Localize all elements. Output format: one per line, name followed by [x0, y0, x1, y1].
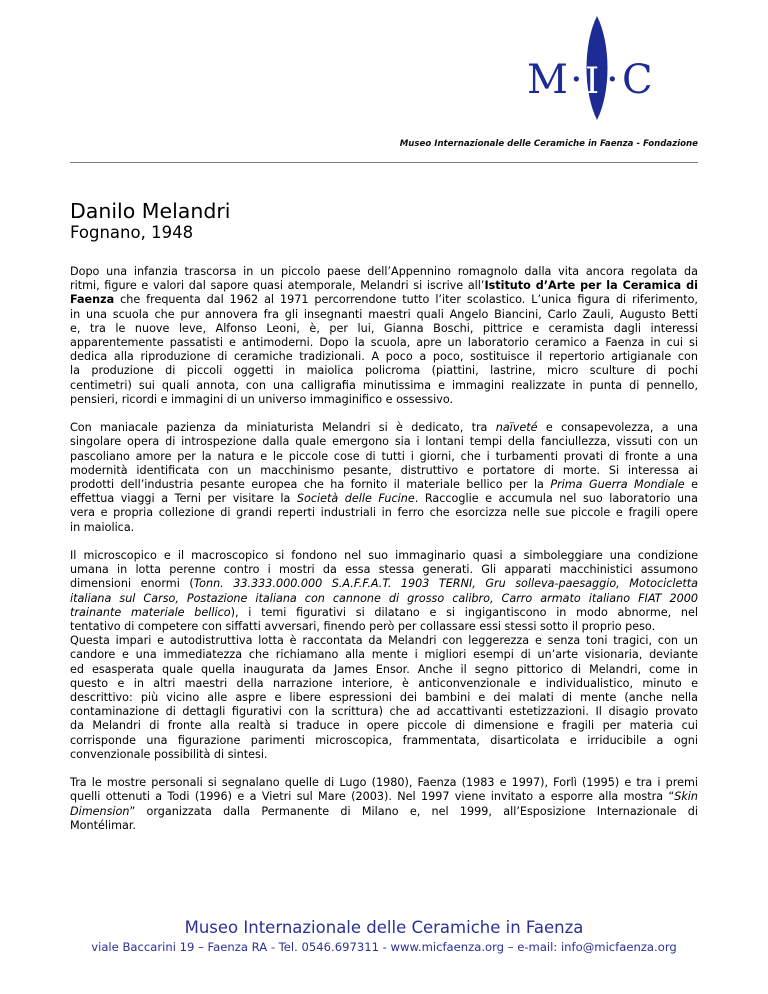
mic-logo	[527, 14, 667, 122]
text-line: pascoliano amore per la natura e le piccole cose di tutti i giorni, che i turbamenti provati di fronte a una	[70, 449, 698, 463]
text-run: dimensioni enormi (	[70, 577, 194, 591]
text-line: Dopo una infanzia trascorsa in un piccolo paese dell’Appennino romagnolo dalla vita ancora regolata da	[70, 265, 698, 278]
text-run: ” organizzata dalla Permanente di Milano e, nel 1999, all’Esposizione Internazionale di	[129, 804, 698, 818]
text-run: ritmi, figure e valori dal sapore quasi atemporale, Melandri si iscrive all’	[70, 279, 485, 293]
text-run: Con maniacale pazienza da miniaturista Melandri si è dedicato, tra	[70, 421, 496, 435]
italic-text: Tonn. 33.333.000.000 S.A.F.F.A.T. 1903 TERNI, Gru solleva-paesaggio, Motocicletta	[193, 577, 698, 591]
bold-text: Faenza	[70, 293, 115, 307]
text-line: e, tra le nuove leve, Alfonso Leoni, è, per lui, Gianna Boschi, pittrice e ceramista dagli interessi	[70, 321, 698, 335]
paragraph-1	[70, 265, 698, 407]
text-line: umana in lotta perenne contro i mostri da essa stessa generati. Gli apparati macchinistici assumono	[70, 563, 698, 577]
text-run: effettua viaggi a Terni per visitare la	[70, 492, 297, 506]
text-line: questo e in altri maestri della narrazione interiore, è anticonvenzionale e individualistico, minuto e	[70, 676, 698, 690]
text-line	[70, 478, 698, 492]
text-line	[70, 492, 698, 506]
header-divider	[70, 162, 698, 163]
logo-dot: ·	[606, 57, 619, 103]
text-line	[70, 805, 698, 819]
text-line: corrisponde una figurazione parimenti microscopica, frammentata, disarticolata e irriducibile a ogni	[70, 733, 698, 747]
logo-letter-i: I	[585, 61, 600, 102]
text-run: ), i temi figurativi si dilatano e si ingigantiscono in modo abnorme, nel	[230, 605, 698, 619]
text-line: da Melandri di fronte alla realtà si traduce in opere piccole di dimensione e fragili per materia cui	[70, 719, 698, 733]
paragraph-2	[70, 421, 698, 535]
logo-letter-c: C	[622, 57, 653, 103]
footer-museum-name: Museo Internazionale delle Ceramiche in Faenza	[184, 918, 584, 937]
text-line: contaminazione di dettagli figurativi con la scrittura) che ad accattivanti estetizzazioni. Il disagio provato	[70, 705, 698, 719]
text-line: singolare opera di introspezione dalla quale emergono sia i lontani tempi della fanciullezza, vissuti con un	[70, 435, 698, 449]
text-line	[70, 577, 698, 591]
text-line: ed esasperata quale quella inaugurata da James Ensor. Anche il segno pittorico di Melandri, come in	[70, 662, 698, 676]
logo-dot: ·	[570, 57, 583, 103]
text-line: Questa impari e autodistruttiva lotta è raccontata da Melandri con leggerezza e senza toni tragici, con un	[70, 634, 698, 648]
text-line: vera e propria collezione di grandi reperti industriali in ferro che esorcizza nelle sue piccole e fragili opere	[70, 506, 698, 520]
text-line	[70, 606, 698, 620]
text-line: la produzione di piccoli oggetti in maiolica policroma (piattini, lastrine, micro sculture di pochi	[70, 364, 698, 378]
italic-text: trainante materiale bellico	[70, 605, 231, 619]
text-run: che frequenta dal 1962 al 1971 percorrendone tutto l’iter scolastico. L’unica figura di riferimento,	[114, 293, 698, 307]
text-line	[70, 293, 698, 307]
text-run: e	[684, 478, 698, 492]
page-subtitle: Fognano, 1948	[70, 223, 194, 242]
text-line: modernità identificata con un macchinismo pesante, distruttivo e portatore di morte. Si interessa ai	[70, 463, 698, 477]
footer-contact-line: viale Baccarini 19 – Faenza RA - Tel. 0546.697311 - www.micfaenza.org – e-mail: info@micfaenza.org	[91, 940, 677, 954]
article-body	[70, 265, 698, 847]
text-line	[70, 279, 698, 293]
logo-wordmark	[527, 57, 667, 103]
text-run: prodotti dell’industria pesante europea che ha fornito il materiale bellico per la	[70, 478, 551, 492]
text-line	[70, 421, 698, 435]
italic-text: Società delle Fucine	[296, 492, 415, 506]
text-line: Il microscopico e il macroscopico si fondono nel suo immaginario quasi a simboleggiare una condizione	[70, 549, 698, 563]
text-run: e consapevolezza, a una	[537, 421, 698, 435]
italic-text: Prima Guerra Mondiale	[550, 478, 685, 492]
paragraph-4	[70, 776, 698, 833]
text-line: convenzionale possibilità di sintesi.	[70, 747, 268, 761]
text-line: in maiolica.	[70, 520, 135, 534]
text-line: Montélimar.	[70, 818, 136, 832]
italic-text: naïveté	[495, 421, 538, 435]
bold-text: Istituto d’Arte per la Ceramica di	[484, 279, 698, 293]
italic-text: italiana sul Carso, Postazione italiana con cannone di grosso calibro, Carro armato italiano FIAT 2000	[70, 591, 698, 605]
text-line: pensieri, ricordi e immagini di un universo immaginifico e ossessivo.	[70, 392, 454, 406]
text-line: apparentemente passatisti e antimoderni. Dopo la scuola, apre un laboratorio ceramico a Faenza in cui si	[70, 336, 698, 350]
header-tagline: Museo Internazionale delle Ceramiche in Faenza - Fondazione	[399, 139, 698, 149]
text-line: dedica alla riproduzione di ceramiche tradizionali. A poco a poco, sostituisce il repertorio artigianale con	[70, 350, 698, 364]
text-line	[70, 592, 698, 606]
text-line: Tra le mostre personali si segnalano quelle di Lugo (1980), Faenza (1983 e 1997), Forlì (1995) e tra i premi	[70, 776, 698, 790]
logo-letter-m: M	[527, 57, 568, 103]
italic-text: Skin	[674, 790, 698, 804]
italic-text: Dimension	[70, 804, 130, 818]
page-title: Danilo Melandri	[70, 199, 231, 223]
paragraph-3	[70, 549, 698, 762]
text-line: descrittivo: più vicino alle aspre e libere espressioni dei bambini e dei malati di mente (anche nella	[70, 691, 698, 705]
text-run: . Raccoglie e accumula nel suo laboratorio una	[414, 492, 698, 506]
text-line	[70, 790, 698, 804]
text-line: tentativo di competere con siffatti avversari, finendo però per collassare essi stessi sotto il proprio peso.	[70, 620, 656, 634]
text-line: in una scuola che pur annovera fra gli insegnanti maestri quali Angelo Biancini, Carlo Zauli, Augusto Betti	[70, 307, 698, 321]
text-run: quelli ottenuti a Todi (1996) e a Vietri sul Mare (2003). Nel 1997 viene invitato a esporre alla mostra “	[70, 790, 675, 804]
text-line: candore e una immediatezza che richiamano alla mente i migliori esempi di un’arte visionaria, deviante	[70, 648, 698, 662]
text-line: centimetri) sui quali annota, con una calligrafia minutissima e immagini realizzate in punta di pennello,	[70, 378, 698, 392]
